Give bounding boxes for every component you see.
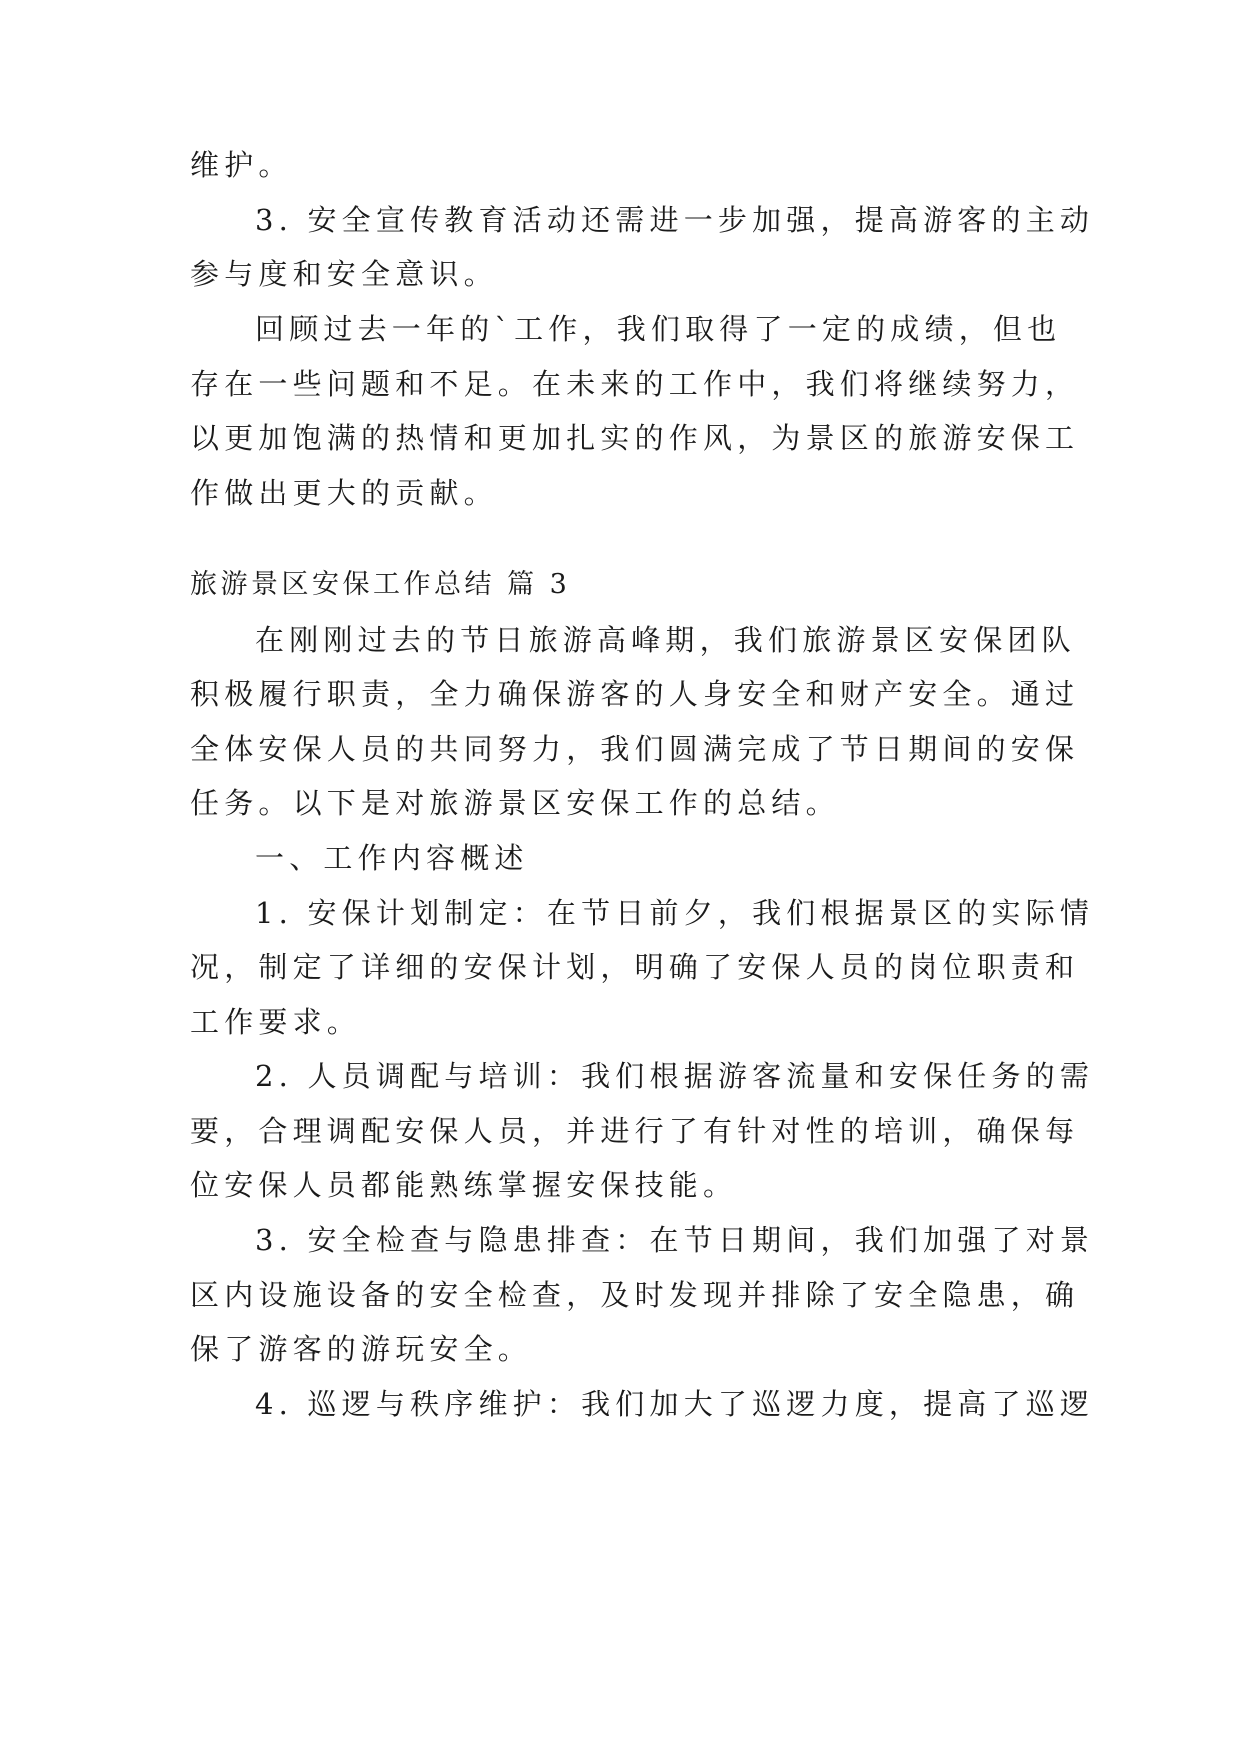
text-line: 要，合理调配安保人员，并进行了有针对性的培训，确保每 (190, 1114, 1080, 1148)
text-line: 2. 人员调配与培训：我们根据游客流量和安保任务的需 (255, 1059, 1095, 1093)
text-line: 保了游客的游玩安全。 (190, 1332, 533, 1366)
text-line: 1. 安保计划制定：在节日前夕，我们根据景区的实际情 (255, 896, 1095, 930)
text-line: 3. 安全宣传教育活动还需进一步加强，提高游客的主动 (255, 203, 1095, 237)
subheading: 一、工作内容概述 (255, 841, 529, 875)
text-line: 在刚刚过去的节日旅游高峰期，我们旅游景区安保团队 (255, 623, 1076, 657)
text-line: 积极履行职责，全力确保游客的人身安全和财产安全。通过 (190, 677, 1080, 711)
text-line: 况，制定了详细的安保计划，明确了安保人员的岗位职责和 (190, 950, 1080, 984)
section-heading: 旅游景区安保工作总结 篇 3 (190, 569, 571, 600)
text-line: 3. 安全检查与隐患排查：在节日期间，我们加强了对景 (255, 1223, 1095, 1257)
text-line: 存在一些问题和不足。在未来的工作中，我们将继续努力， (190, 367, 1080, 401)
text-line: 全体安保人员的共同努力，我们圆满完成了节日期间的安保 (190, 732, 1080, 766)
text-line: 区内设施设备的安全检查，及时发现并排除了安全隐患，确 (190, 1278, 1080, 1312)
text-line: 以更加饱满的热情和更加扎实的作风，为景区的旅游安保工 (190, 421, 1080, 455)
text-line: 回顾过去一年的`工作，我们取得了一定的成绩，但也 (255, 312, 1062, 346)
text-line: 4. 巡逻与秩序维护：我们加大了巡逻力度，提高了巡逻 (255, 1387, 1095, 1421)
text-line: 维护。 (190, 148, 293, 182)
text-line: 任务。以下是对旅游景区安保工作的总结。 (190, 786, 840, 820)
text-line: 参与度和安全意识。 (190, 257, 498, 291)
text-line: 工作要求。 (190, 1005, 362, 1039)
text-line: 作做出更大的贡献。 (190, 476, 498, 510)
text-line: 位安保人员都能熟练掌握安保技能。 (190, 1168, 738, 1202)
